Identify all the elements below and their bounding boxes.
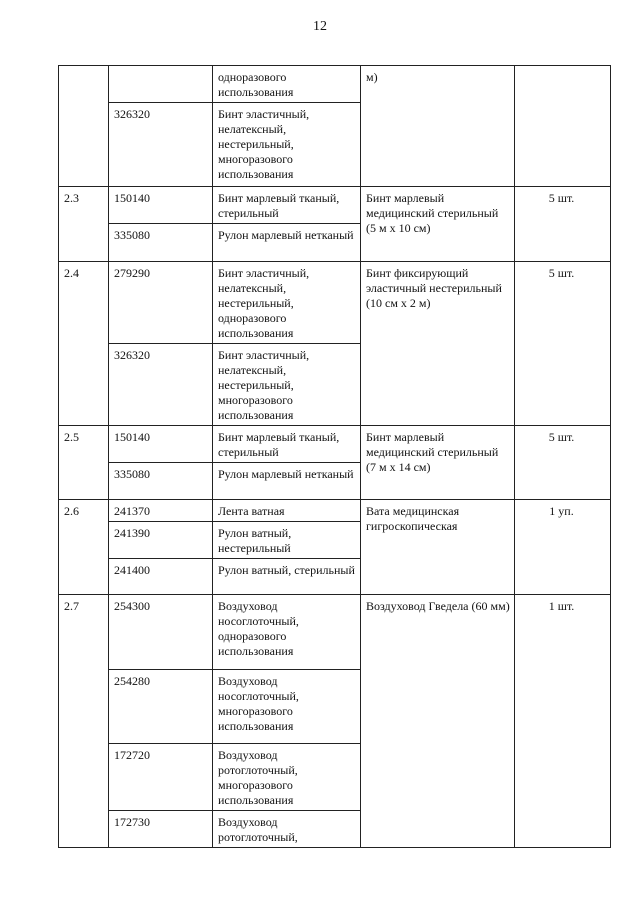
page-number: 12 — [313, 19, 327, 34]
code-cell: 241400 — [109, 559, 213, 595]
quantity-cell: 1 уп. — [515, 500, 611, 595]
item-number-cell: 2.3 — [59, 187, 109, 262]
item-number-cell — [59, 66, 109, 187]
table-row — [59, 500, 611, 522]
name-cell: Рулон марлевый нетканый — [213, 224, 361, 262]
code-cell: 254280 — [109, 670, 213, 744]
name-cell: Рулон ватный, стерильный — [213, 559, 361, 595]
name-cell: Рулон марлевый нетканый — [213, 463, 361, 500]
quantity-cell — [515, 66, 611, 187]
description-cell: Бинт фиксирующий эластичный нестерильный (10 см х 2 м) — [361, 262, 515, 426]
description-cell: Вата медицинская гигроскопическая — [361, 500, 515, 595]
name-cell: Воздуховод носоглоточный, многоразового использования — [213, 670, 361, 744]
code-cell: 335080 — [109, 463, 213, 500]
code-cell: 326320 — [109, 344, 213, 426]
name-cell: Воздуховод носоглоточный, одноразового использования — [213, 595, 361, 670]
description-cell: Бинт марлевый медицинский стерильный (7 м х 14 см) — [361, 426, 515, 500]
code-cell: 254300 — [109, 595, 213, 670]
name-cell: Бинт эластичный, нелатексный, нестерильный, многоразового использования — [213, 103, 361, 187]
code-cell: 172730 — [109, 811, 213, 848]
quantity-cell: 5 шт. — [515, 187, 611, 262]
name-cell: Бинт марлевый тканый, стерильный — [213, 187, 361, 224]
description-cell: м) — [361, 66, 515, 187]
name-cell: Лента ватная — [213, 500, 361, 522]
code-cell: 172720 — [109, 744, 213, 811]
table-row — [59, 66, 611, 103]
name-cell: Бинт эластичный, нелатексный, нестерильный, многоразового использования — [213, 344, 361, 426]
quantity-cell: 5 шт. — [515, 262, 611, 426]
name-cell: Воздуховод ротоглоточный, — [213, 811, 361, 848]
table-row — [59, 595, 611, 670]
code-cell — [109, 66, 213, 103]
item-number-cell: 2.5 — [59, 426, 109, 500]
code-cell: 241370 — [109, 500, 213, 522]
description-cell: Бинт марлевый медицинский стерильный (5 м х 10 см) — [361, 187, 515, 262]
code-cell: 150140 — [109, 187, 213, 224]
code-cell: 150140 — [109, 426, 213, 463]
code-cell: 326320 — [109, 103, 213, 187]
equipment-table — [58, 65, 611, 848]
item-number-cell: 2.7 — [59, 595, 109, 848]
name-cell: Рулон ватный, нестерильный — [213, 522, 361, 559]
description-cell: Воздуховод Гведела (60 мм) — [361, 595, 515, 848]
table-row — [59, 262, 611, 344]
item-number-cell: 2.4 — [59, 262, 109, 426]
name-cell: Бинт марлевый тканый, стерильный — [213, 426, 361, 463]
name-cell: одноразового использования — [213, 66, 361, 103]
item-number-cell: 2.6 — [59, 500, 109, 595]
code-cell: 335080 — [109, 224, 213, 262]
name-cell: Воздуховод ротоглоточный, многоразового использования — [213, 744, 361, 811]
table-row — [59, 426, 611, 463]
code-cell: 279290 — [109, 262, 213, 344]
name-cell: Бинт эластичный, нелатексный, нестерильный, одноразового использования — [213, 262, 361, 344]
quantity-cell: 5 шт. — [515, 426, 611, 500]
table-row — [59, 187, 611, 224]
quantity-cell: 1 шт. — [515, 595, 611, 848]
code-cell: 241390 — [109, 522, 213, 559]
